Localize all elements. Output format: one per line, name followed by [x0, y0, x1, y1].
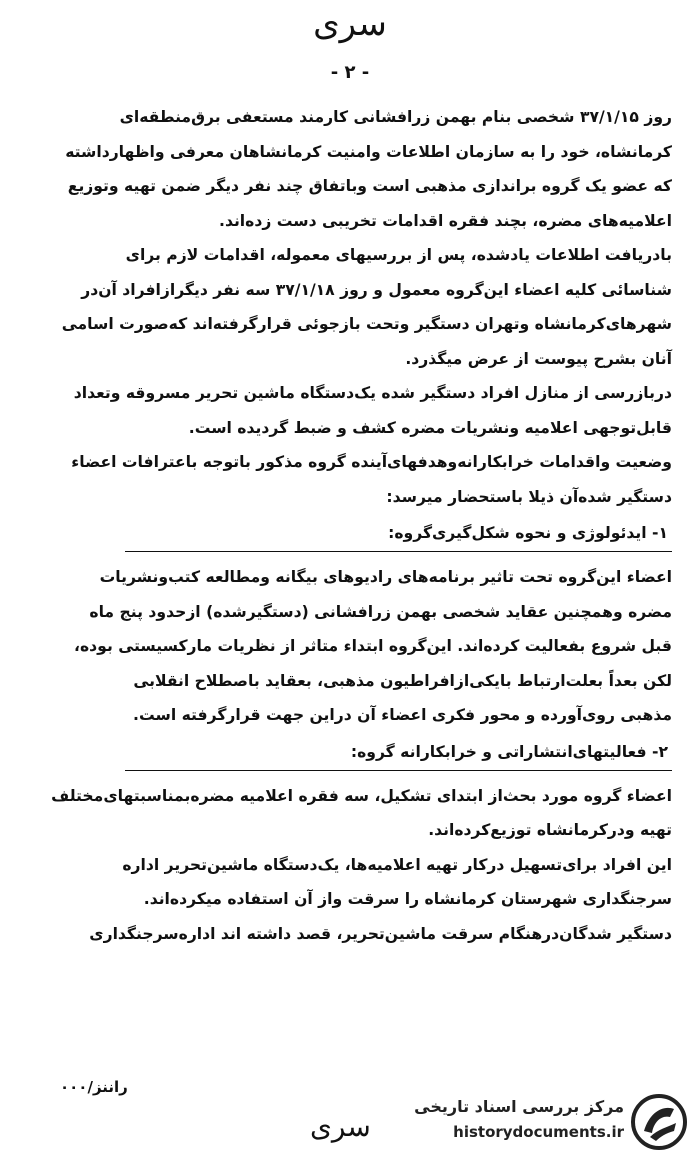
text-line: دستگیر شده‌آن ذیلا باستحضار میرسد: [386, 487, 672, 506]
paragraph-4 [28, 445, 672, 514]
text-line: قابل‌توجهی اعلامیه ونشریات مضره کشف و ضبط گردیده است. [188, 418, 672, 437]
watermark-title: مرکز بررسی اسناد تاریخی [414, 1097, 624, 1116]
section-heading-1 [28, 516, 672, 550]
watermark-url: historydocuments.ir [453, 1123, 624, 1141]
text-line: وضعیت واقدامات خرابکارانه‌وهدفهای‌آینده گروه مذکور باتوجه باعترافات اعضاء [71, 453, 672, 471]
text-line: دربازرسی از منازل افراد دستگیر شده یک‌دستگاه ماشین تحریر مسروقه وتعداد [73, 384, 672, 402]
text-line: مضره وهمچنین عقاید شخصی بهمن زرافشانی (دستگیرشده) ازحدود پنج ماه [89, 602, 672, 621]
paragraph-1 [28, 100, 672, 238]
text-line: لکن بعداً بعلت‌ارتباط بایکی‌ازافراطیون مذهبی، بعقاید باصطلاح انقلابی [133, 671, 672, 690]
page-number: - ۲ - [330, 62, 370, 83]
classification-header: سری [313, 4, 387, 44]
text-line: شهرهای‌کرمانشاه وتهران دستگیر وتحت بازجوئی قرارگرفته‌اند که‌صورت اسامی [61, 315, 672, 333]
text-line: این افراد برای‌تسهیل درکار تهیه اعلامیه‌ها، یک‌دستگاه ماشین‌تحریر اداره [122, 855, 672, 874]
archive-reference: راننز/۰۰۰ [60, 1078, 128, 1096]
text-line: کرمانشاه، خود را به سازمان اطلاعات وامنیت کرمانشاهان معرفی واظهارداشته [65, 142, 672, 161]
heading-underline [125, 770, 672, 771]
section-heading-text: ۱- ایدئولوژی و نحوه شکل‌گیری‌گروه: [388, 524, 668, 542]
paragraph-2 [28, 238, 672, 376]
text-line: اعضاء این‌گروه تحت تاثیر برنامه‌های رادیوهای بیگانه ومطالعه کتب‌ونشریات [99, 568, 672, 586]
paragraph-5 [28, 560, 672, 733]
text-line: مذهبی روی‌آورده و محور فکری اعضاء آن دراین جهت قرارگرفته است. [133, 706, 672, 724]
text-line: سرجنگداری شهرستان کرمانشاه را سرقت واز آن استفاده میکرده‌اند. [143, 890, 672, 908]
section-heading-text: ۲- فعالیتهای‌انتشاراتی و خرابکارانه گروه: [350, 742, 668, 761]
watermark [398, 1093, 688, 1151]
scroll-emblem-icon [630, 1093, 688, 1151]
heading-underline [125, 551, 672, 552]
classification-footer: سری [310, 1110, 371, 1143]
paragraph-7 [28, 848, 672, 952]
text-line: دستگیر شدگان‌درهنگام سرقت ماشین‌تحریر، قصد داشته اند اداره‌سرجنگداری [89, 924, 672, 943]
paragraph-3 [28, 376, 672, 445]
document-body [28, 100, 672, 951]
text-line: بادریافت اطلاعات یادشده، پس از بررسیهای معموله، اقدامات لازم برای [125, 246, 672, 264]
text-line: شناسائی کلیه اعضاء این‌گروه معمول و روز ۳۷/۱/۱۸ سه نفر دیگرازافراد آن‌در [81, 280, 672, 299]
text-line: قبل شروع بفعالیت کرده‌اند. این‌گروه ابتداء متاثر از نظریات مارکسیستی بوده، [74, 637, 672, 655]
text-line: آنان بشرح پیوست از عرض میگذرد. [405, 349, 672, 368]
text-line: اعضاء گروه مورد بحث‌از ابتدای تشکیل، سه فقره اعلامیه مضره‌بمناسبتهای‌مختلف [51, 786, 672, 805]
text-line: که عضو یک گروه براندازی مذهبی است وباتفاق چند نفر دیگر ضمن تهیه وتوزیع [67, 177, 672, 195]
paragraph-6 [28, 779, 672, 848]
text-line: اعلامیه‌های مضره، بچند فقره اقدامات تخریبی دست زده‌اند. [219, 211, 672, 230]
text-line: تهیه ودرکرمانشاه توزیع‌کرده‌اند. [428, 821, 672, 839]
text-line: روز ۳۷/۱/۱۵ شخصی بنام بهمن زرافشانی کارمند مستعفی برق‌منطقه‌ای [119, 108, 672, 126]
section-heading-2 [28, 735, 672, 769]
